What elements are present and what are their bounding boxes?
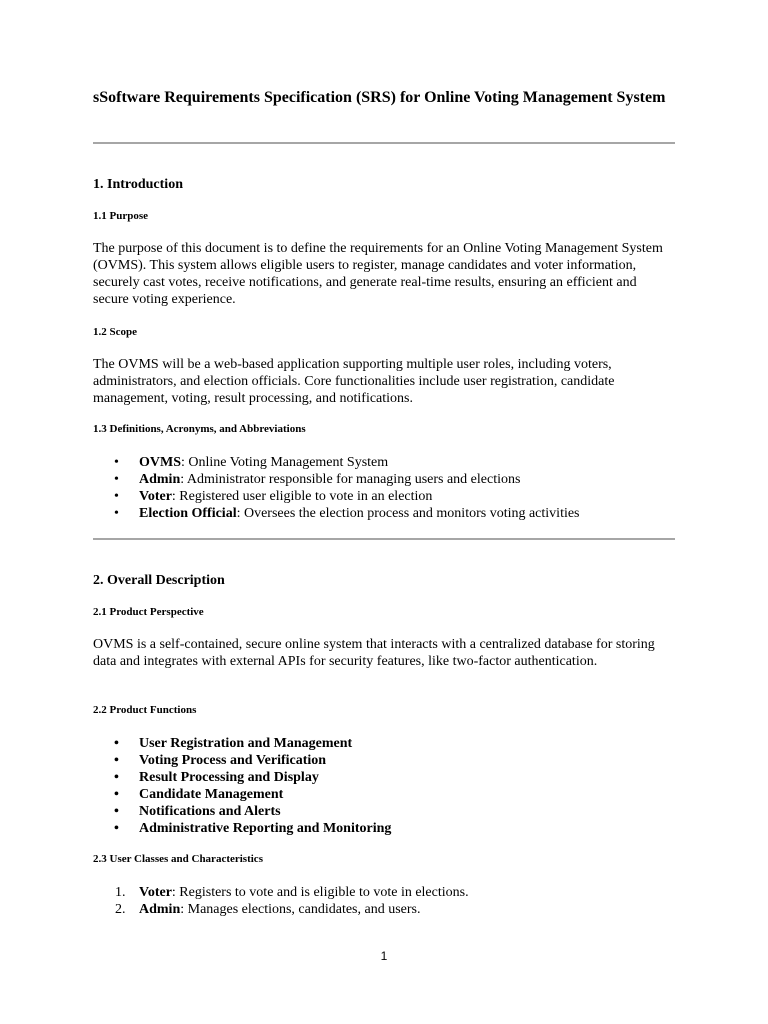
subsection-heading-definitions: 1.3 Definitions, Acronyms, and Abbreviations [93,423,306,435]
subsection-heading-product-perspective: 2.1 Product Perspective [93,606,204,618]
list-item [93,884,675,901]
horizontal-rule [93,142,675,144]
list-item: • Voting Process and Verification [93,752,675,769]
list-item: • Candidate Management [93,786,675,803]
list-item: • Administrative Reporting and Monitoring [93,820,675,837]
definition-term: Election Official [139,506,237,521]
list-item [93,488,675,505]
definition-term: OVMS [139,455,181,470]
definition-term: Voter [139,489,172,504]
definition-text: : Online Voting Management System [181,455,389,470]
list-item [93,505,675,522]
definition-text: : Oversees the election process and monitors voting activities [236,506,580,521]
list-item [93,901,675,918]
list-item [93,454,675,471]
list-item: • User Registration and Management [93,735,675,752]
list-item: • Notifications and Alerts [93,803,675,820]
page-number: 1 [380,949,388,963]
horizontal-rule [93,538,675,540]
list-number: 1. [115,885,126,900]
section-heading-introduction: 1. Introduction [93,177,183,192]
subsection-heading-purpose: 1.1 Purpose [93,210,148,222]
subsection-heading-scope: 1.2 Scope [93,326,137,338]
definition-text: : Administrator responsible for managing users and elections [180,472,521,487]
list-item: • Result Processing and Display [93,769,675,786]
definitions-list [93,454,675,522]
section-heading-overall-description: 2. Overall Description [93,573,225,588]
definition-term: Admin [139,472,181,487]
user-class-text: : Registers to vote and is eligible to vote in elections. [171,885,469,900]
user-class-term: Admin [139,902,181,917]
scope-paragraph: The OVMS will be a web-based application supporting multiple user roles, including voters, administrators, and election officials. Core functionalities include user registration, candidate management, voting, result processing, and notifications. [93,357,615,406]
user-classes-list [93,884,675,918]
list-number: 2. [115,902,126,917]
subsection-heading-product-functions: 2.2 Product Functions [93,704,197,716]
purpose-paragraph: The purpose of this document is to define the requirements for an Online Voting Management System (OVMS). This system allows eligible users to register, manage candidates and voter information, securely cast votes, receive notifications, and generate real-time results, ensuring an efficient and secure voting experience. [93,241,663,307]
list-item [93,471,675,488]
user-class-term: Voter [139,885,172,900]
subsection-heading-user-classes: 2.3 User Classes and Characteristics [93,853,263,865]
product-functions-list [93,735,675,837]
product-perspective-paragraph: OVMS is a self-contained, secure online system that interacts with a centralized database for storing data and integrates with external APIs for security features, like two-factor authentication. [93,637,655,669]
definition-text: : Registered user eligible to vote in an election [171,489,433,504]
user-class-text: : Manages elections, candidates, and users. [180,902,421,917]
document-title: sSoftware Requirements Specification (SRS) for Online Voting Management System [93,89,666,106]
